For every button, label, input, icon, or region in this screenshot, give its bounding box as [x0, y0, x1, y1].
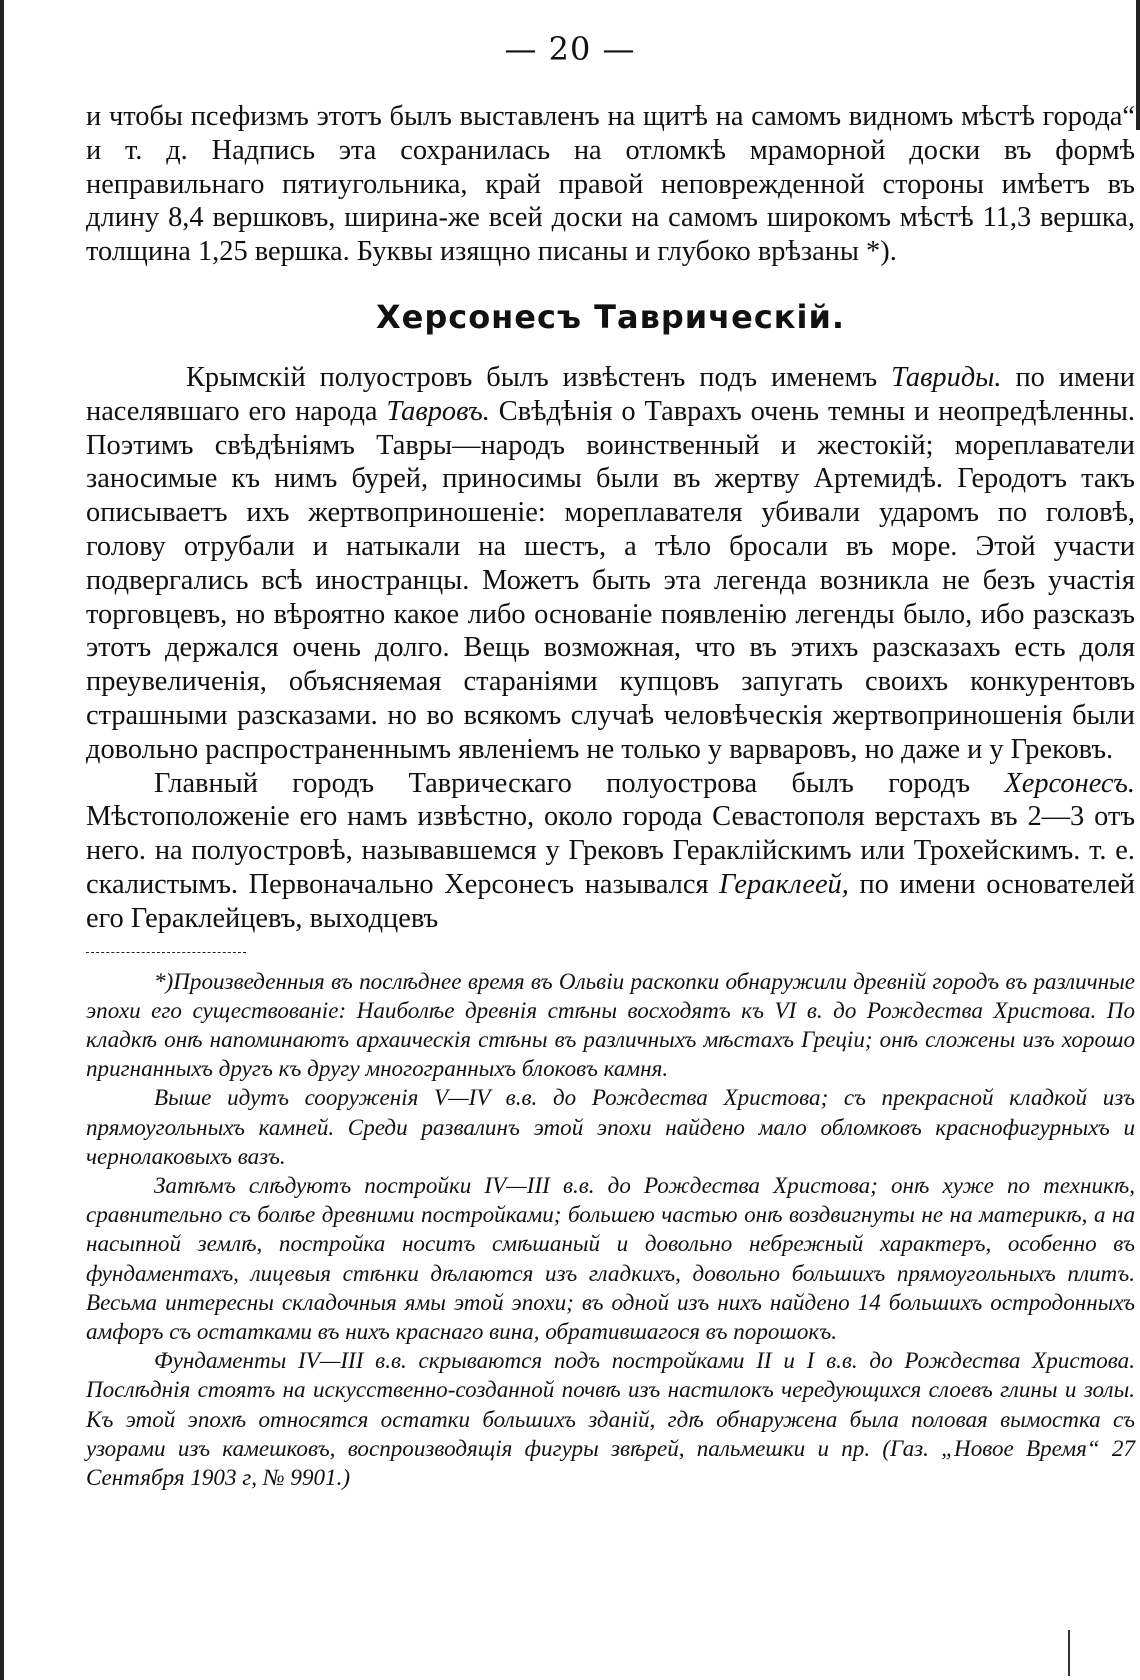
- section-heading: Херсонесъ Таврическій.: [375, 297, 846, 336]
- footnote: *)Произведенныя въ послѣднее время въ Ольвіи раскопки обнаружили древній городъ въ различные эпохи его существованіе: Наиболѣе древнія стѣны восходятъ къ VI в. до Рождества Христова. По кладкѣ онѣ напоминаютъ архаическія стѣны въ различныхъ мѣстахъ Греціи; онѣ сложены изъ хорошо пригнанныхъ другъ къ другу многогранныхъ блоковъ камня.: [86, 967, 1135, 1082]
- intro-paragraph: и чтобы псефизмъ этотъ былъ выставленъ на щитѣ на самомъ видномъ мѣстѣ города“ и т. д. Надпись эта сохранилась на отломкѣ мраморной доски въ формѣ неправильнаго пятиугольника, край правой неповрежденной стороны имѣетъ въ длину 8,4 вершковъ, ширина-же всей доски на самомъ широкомъ мѣстѣ 11,3 вершка, толщина 1,25 вершка. Буквы изящно писаны и глубоко врѣзаны *).: [86, 101, 1135, 268]
- paragraph-text: по имени населявшаго его народа: [86, 361, 1135, 427]
- footnote: Фундаменты IV—III в.в. скрываются подъ постройками II и I в.в. до Рождества Христова. Послѣднія стоятъ на искусственно-созданной почвѣ изъ настилокъ чередующихся слоевъ глины и золы. Къ этой эпохѣ относятся остатки большихъ зданій, гдѣ обнаружена была половая вымостка съ узорами изъ камешковъ, воспроизводящія фигуры звѣрей, пальмешки и пр. (Газ. „Новое Время“ 27 Сентября 1903 г, № 9901.): [86, 1347, 1135, 1490]
- paragraph-text: Свѣдѣнія о Таврахъ очень темны и неопредѣленны. Поэтимъ свѣдѣніямъ Тавры—народъ воинственный и жестокій; мореплаватели заносимые къ нимъ бурей, приносимы были въ жертву Артемидѣ. Геродотъ такъ описываетъ ихъ жертвоприношеніе: мореплавателя убивали ударомъ по головѣ, голову отрубали и натыкали на шестъ, а тѣло бросали въ море. Этой участи подвергались всѣ иностранцы. Можетъ быть эта легенда возникла не безъ участія торговцевъ, но вѣроятно какое либо основаніе появленію легенды было, ибо разсказъ этотъ держался очень долго. Вещь возможная, что въ этихъ разсказахъ есть доля преувеличенія, объясняемая стараніями купцовъ запугать своихъ конкурентовъ страшными разсказами. но во всякомъ случаѣ человѣческія жертвоприношенія были довольно распространеннымъ явленіемъ не только у варваровъ, но даже и у Грековъ.: [86, 395, 1136, 765]
- emphasis-chersonesus: Херсонесъ.: [1004, 767, 1135, 799]
- paragraph-chersonesus: [86, 767, 1135, 936]
- emphasis-tauris: Тавриды.: [891, 361, 1002, 393]
- footnote: Затѣмъ слѣдуютъ постройки IV—III в.в. до Рождества Христова; онѣ хуже по техникѣ, сравнительно съ болѣе древними постройками; большею частью онѣ воздвигнуты не на материкѣ, а на насыпной землѣ, постройка носитъ смѣшаный и довольно небрежный характеръ, особенно въ фундаментахъ, лицевыя стѣнки дѣлаются изъ гладкихъ, довольно большихъ прямоугольныхъ плитъ. Весьма интересны складочныя ямы этой эпохи; въ одной изъ нихъ найдено 14 большихъ остродонныхъ амфоръ съ остатками въ нихъ краснаго вина, обратившагося въ порошокъ.: [86, 1171, 1135, 1344]
- footnote: Выше идутъ сооруженія V—IV в.в. до Рождества Христова; съ прекрасной кладкой изъ прямоугольныхъ камней. Среди развалинъ этой эпохи найдено мало обломковъ краснофигурныхъ и чернолаковыхъ вазъ.: [86, 1084, 1135, 1169]
- paragraph-tauris: [86, 361, 1135, 767]
- footnote-divider: [86, 952, 246, 953]
- paragraph-text: Мѣстоположеніе его намъ извѣстно, около города Севастополя верстахъ въ 2—3 отъ него. на полуостровѣ, называвшемся у Грековъ Гераклійскимъ или Трохейскимъ. т. е. скалистымъ. Первоначально Херсонесъ назывался: [86, 801, 1135, 900]
- paragraph-text: Крымскій полуостровъ былъ извѣстенъ подъ именемъ: [186, 361, 892, 393]
- emphasis-tauri: Тавровъ.: [386, 395, 490, 427]
- scan-left-edge: [0, 0, 4, 1680]
- paragraph-text: по имени основателей его Гераклейцевъ, выходцевъ: [86, 868, 1135, 934]
- margin-mark: [1068, 1630, 1070, 1676]
- page-number: — 20 —: [504, 30, 636, 68]
- emphasis-heraclea: Гераклеей,: [719, 868, 849, 900]
- paragraph-text: Главный городъ Таврическаго полуострова былъ городъ: [154, 767, 1005, 799]
- footnotes: [86, 967, 1135, 1493]
- main-text: [86, 100, 1135, 1492]
